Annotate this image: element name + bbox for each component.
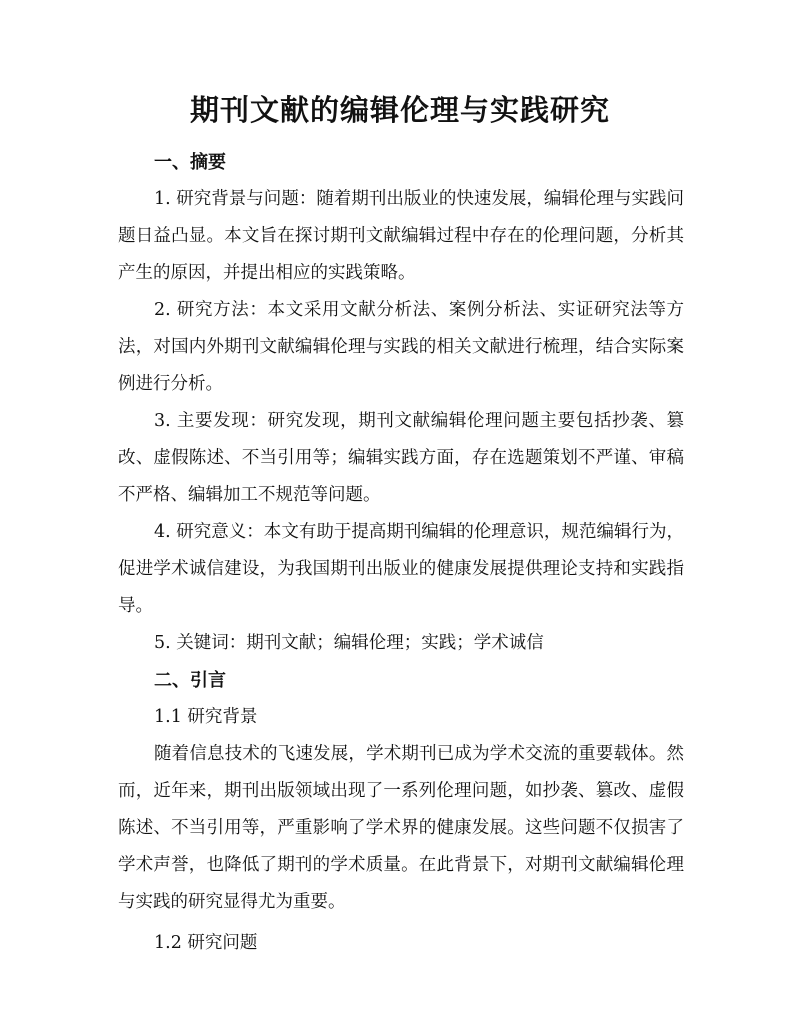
subsection-heading-1-1: 1.1 研究背景 <box>154 707 258 727</box>
subsection-heading-1-2: 1.2 研究问题 <box>154 933 258 953</box>
abstract-item-4: 4. 研究意义：本文有助于提高期刊编辑的伦理意识，规范编辑行为，促进学术诚信建设，为我国期刊出版业的健康发展提供理论支持和实践指导。 <box>118 522 684 616</box>
abstract-item-1: 1. 研究背景与问题：随着期刊出版业的快速发展，编辑伦理与实践问题日益凸显。本文旨在探讨期刊文献编辑过程中存在的伦理问题，分析其产生的原因，并提出相应的实践策略。 <box>118 189 684 283</box>
document-title: 期刊文献的编辑伦理与实践研究 <box>189 93 610 127</box>
abstract-item-5-keywords: 5. 关键词：期刊文献；编辑伦理；实践；学术诚信 <box>154 633 544 653</box>
introduction-heading: 二、引言 <box>154 670 226 691</box>
abstract-item-2: 2. 研究方法：本文采用文献分析法、案例分析法、实证研究法等方法，对国内外期刊文献编辑伦理与实践的相关文献进行梳理，结合实际案例进行分析。 <box>118 300 684 394</box>
abstract-item-3: 3. 主要发现：研究发现，期刊文献编辑伦理问题主要包括抄袭、篡改、虚假陈述、不当引用等；编辑实践方面，存在选题策划不严谨、审稿不严格、编辑加工不规范等问题。 <box>118 411 684 505</box>
introduction-background-paragraph: 随着信息技术的飞速发展，学术期刊已成为学术交流的重要载体。然而，近年来，期刊出版领域出现了一系列伦理问题，如抄袭、篡改、虚假陈述、不当引用等，严重影响了学术界的健康发展。这些问题不仅损害了学术声誉，也降低了期刊的学术质量。在此背景下，对期刊文献编辑伦理与实践的研究显得尤为重要。 <box>118 744 684 912</box>
document-body <box>118 144 684 962</box>
abstract-heading: 一、摘要 <box>154 152 226 173</box>
